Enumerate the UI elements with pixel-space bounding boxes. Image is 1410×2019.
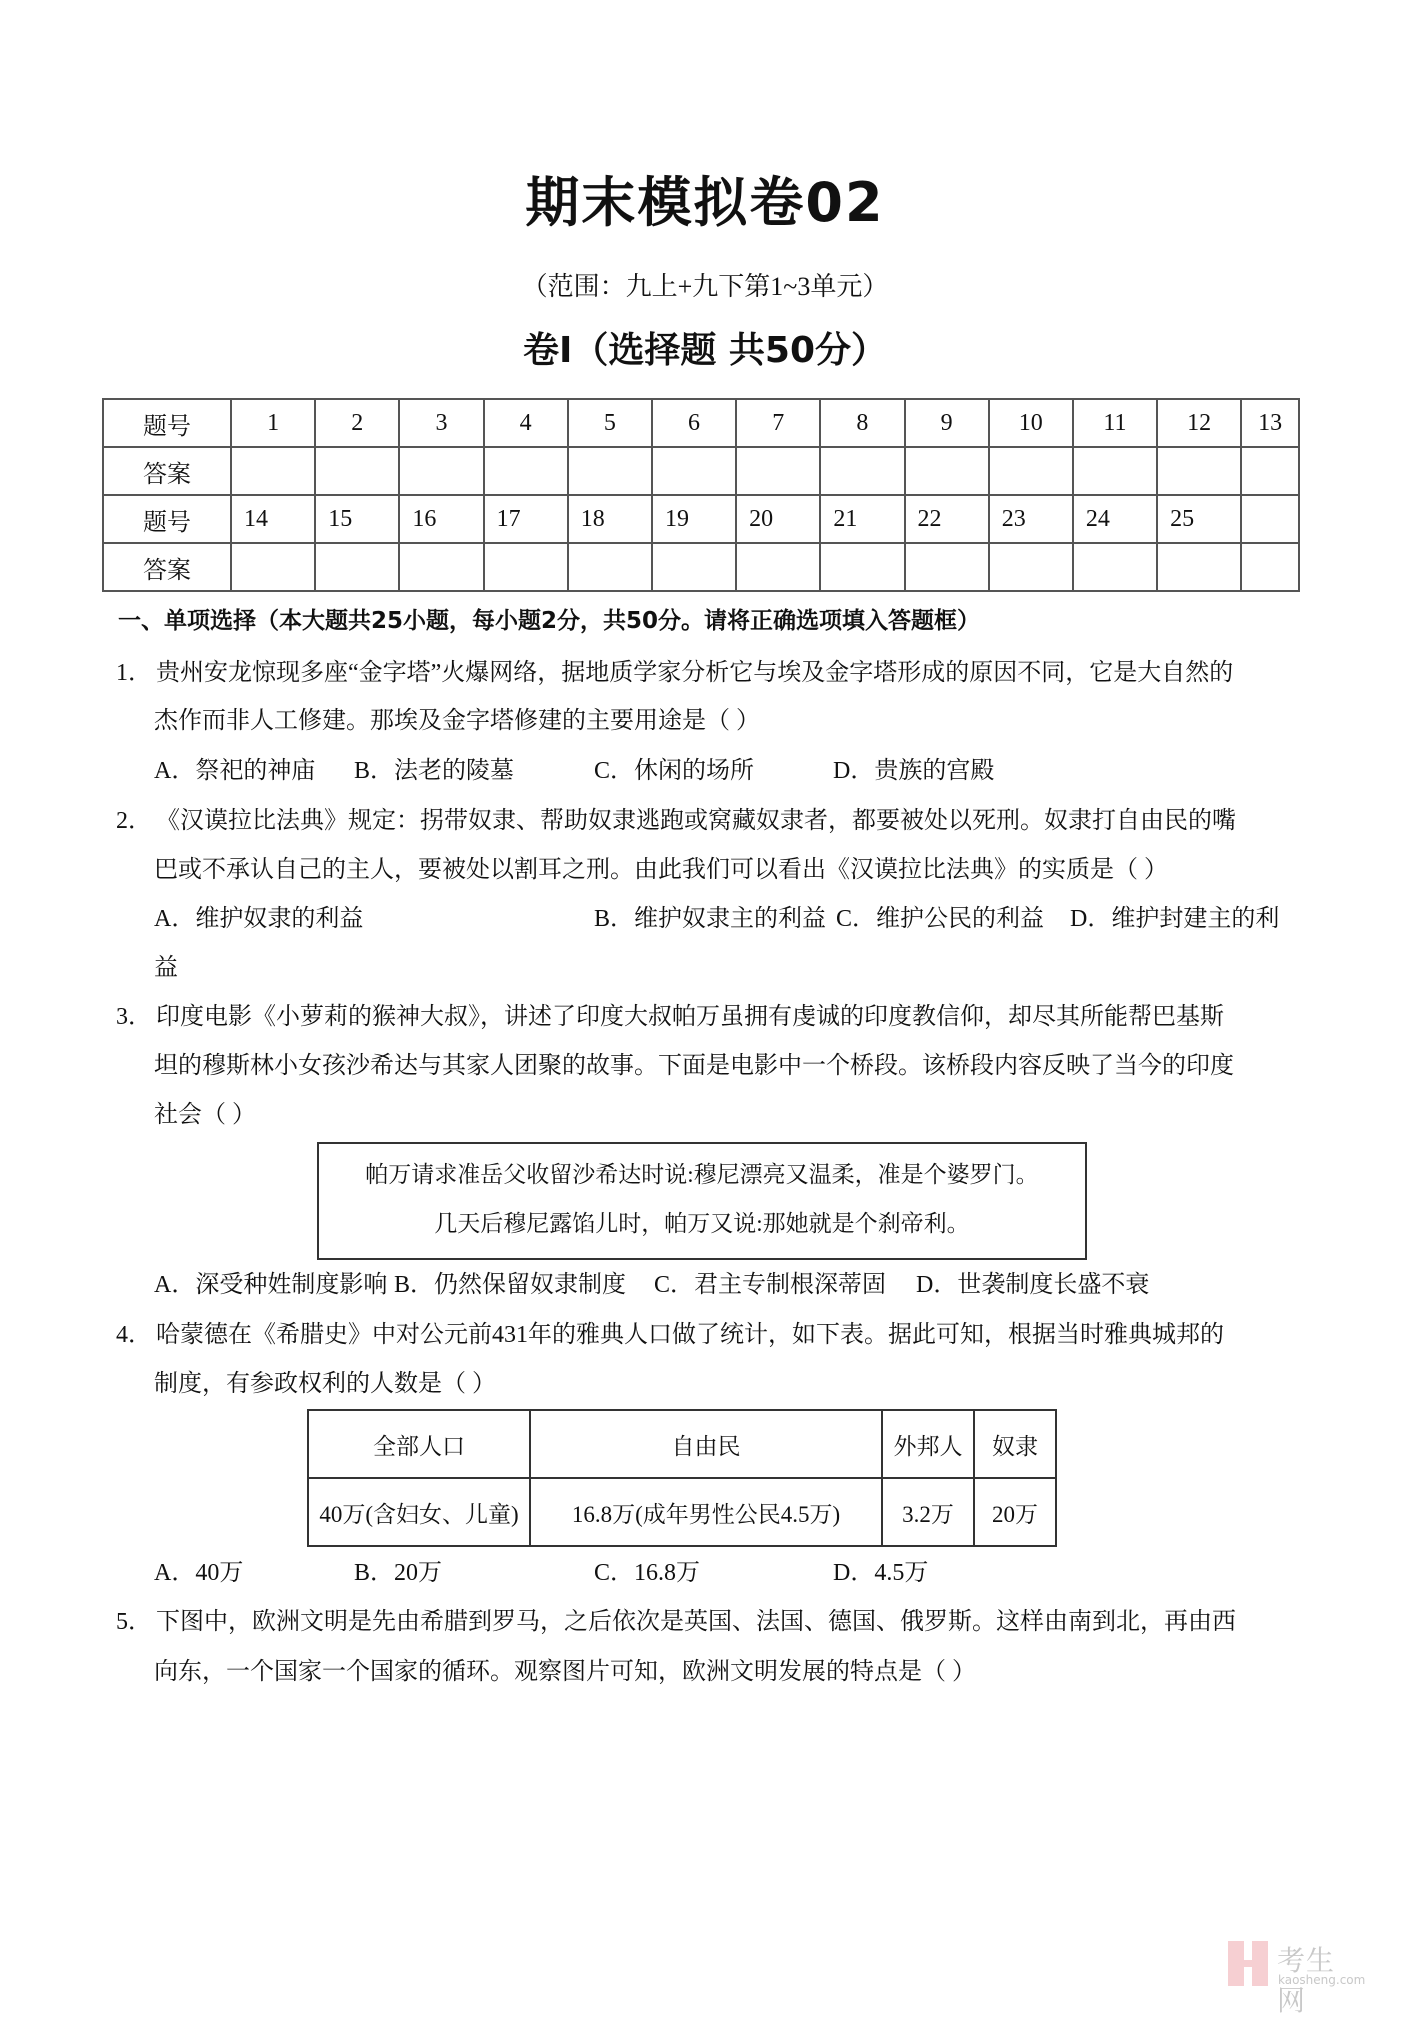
kaosheng-logo-icon	[1228, 1941, 1268, 1986]
answer-cell[interactable]	[399, 543, 483, 591]
question-number-cell: 7	[736, 399, 820, 447]
option-c[interactable]: C．16.8万	[594, 1560, 701, 1586]
section-title: 卷Ⅰ（选择题 共50分）	[522, 330, 888, 371]
option-c[interactable]: C．君主专制根深蒂固	[654, 1272, 887, 1298]
watermark-cn: 考生网	[1277, 1944, 1336, 2017]
option-a[interactable]: A．维护奴隶的利益	[154, 906, 364, 932]
option-d-wrap: 益	[154, 955, 178, 981]
answer-cell[interactable]	[820, 447, 904, 495]
question-number-cell: 17	[484, 495, 568, 543]
question-number-cell: 5	[568, 399, 652, 447]
option-b[interactable]: B．维护奴隶主的利益	[594, 906, 827, 932]
answer-cell[interactable]	[905, 543, 989, 591]
question-5-line	[116, 1601, 1236, 1636]
answer-cell[interactable]	[989, 447, 1073, 495]
film-quote-box	[317, 1142, 1087, 1260]
question-3-line	[116, 996, 1224, 1031]
question-number: 4．	[116, 1322, 152, 1348]
question-number-cell: 22	[905, 495, 989, 543]
question-text: 制度，有参政权利的人数是（ ）	[154, 1371, 496, 1397]
answer-cell[interactable]	[652, 447, 736, 495]
value-cell: 20万	[974, 1478, 1056, 1546]
question-number: 2．	[116, 808, 152, 834]
answer-grid	[102, 398, 1300, 592]
question-number-cell: 8	[820, 399, 904, 447]
question-4-line	[116, 1314, 1224, 1349]
answer-cell[interactable]	[1241, 447, 1299, 495]
question-number-cell: 11	[1073, 399, 1157, 447]
option-b[interactable]: B．20万	[354, 1560, 443, 1586]
question-number-cell: 10	[989, 399, 1073, 447]
watermark-en: kaosheng.com	[1278, 1973, 1366, 1987]
answer-cell[interactable]	[1241, 543, 1299, 591]
question-number-cell: 13	[1241, 399, 1299, 447]
value-cell: 40万(含妇女、儿童)	[308, 1478, 530, 1546]
header-cell: 奴隶	[974, 1410, 1056, 1478]
header-cell: 自由民	[530, 1410, 882, 1478]
question-text: 杰作而非人工修建。那埃及金字塔修建的主要用途是（ ）	[154, 708, 760, 734]
question-text: 向东，一个国家一个国家的循环。观察图片可知，欧洲文明发展的特点是（ ）	[154, 1659, 976, 1685]
number-label: 题号	[103, 399, 231, 447]
question-text: 下图中，欧洲文明是先由希腊到罗马，之后依次是英国、法国、德国、俄罗斯。这样由南到北，再由西	[156, 1609, 1236, 1635]
question-text: 社会（ ）	[154, 1102, 256, 1128]
answer-cell[interactable]	[231, 447, 315, 495]
question-text: 哈蒙德在《希腊史》中对公元前431年的雅典人口做了统计，如下表。据此可知，根据当时雅典城邦的	[156, 1322, 1224, 1348]
question-number-cell: 6	[652, 399, 736, 447]
answer-cell[interactable]	[820, 543, 904, 591]
question-text: 巴或不承认自己的主人，要被处以割耳之刑。由此我们可以看出《汉谟拉比法典》的实质是（ ）	[154, 857, 1168, 883]
question-number-cell: 18	[568, 495, 652, 543]
option-b[interactable]: B．仍然保留奴隶制度	[394, 1272, 627, 1298]
option-b[interactable]: B．法老的陵墓	[354, 758, 515, 784]
answer-cell[interactable]	[652, 543, 736, 591]
question-number-cell: 3	[399, 399, 483, 447]
value-cell: 3.2万	[882, 1478, 974, 1546]
answer-cell[interactable]	[905, 447, 989, 495]
question-number-cell: 16	[399, 495, 483, 543]
question-number-cell: 23	[989, 495, 1073, 543]
athens-population-table	[307, 1409, 1057, 1547]
answer-grid-number-row	[103, 399, 1299, 447]
question-text: 印度电影《小萝莉的猴神大叔》，讲述了印度大叔帕万虽拥有虔诚的印度教信仰，却尽其所能帮巴基斯	[156, 1004, 1224, 1030]
question-number: 5．	[116, 1609, 152, 1635]
answer-cell[interactable]	[315, 447, 399, 495]
option-a[interactable]: A．40万	[154, 1560, 244, 1586]
question-number-cell: 4	[484, 399, 568, 447]
answer-label: 答案	[103, 543, 231, 591]
number-label: 题号	[103, 495, 231, 543]
question-text: 坦的穆斯林小女孩沙希达与其家人团聚的故事。下面是电影中一个桥段。该桥段内容反映了当今的印度	[154, 1053, 1234, 1079]
answer-cell[interactable]	[568, 543, 652, 591]
exam-scope: （范围：九上+九下第1~3单元）	[521, 272, 889, 301]
answer-cell[interactable]	[484, 543, 568, 591]
part-heading: 一、单项选择（本大题共25小题，每小题2分，共50分。请将正确选项填入答题框）	[118, 608, 981, 634]
question-number-cell: 9	[905, 399, 989, 447]
answer-cell[interactable]	[568, 447, 652, 495]
question-number-cell: 2	[315, 399, 399, 447]
option-d[interactable]: D．维护封建主的利	[1070, 906, 1280, 932]
value-cell: 16.8万(成年男性公民4.5万)	[530, 1478, 882, 1546]
answer-cell[interactable]	[989, 543, 1073, 591]
question-text: 《汉谟拉比法典》规定：拐带奴隶、帮助奴隶逃跑或窝藏奴隶者，都要被处以死刑。奴隶打自由民的嘴	[156, 808, 1236, 834]
question-number-cell: 14	[231, 495, 315, 543]
question-number-cell: 25	[1157, 495, 1241, 543]
answer-cell[interactable]	[1157, 447, 1241, 495]
answer-grid-number-row	[103, 495, 1299, 543]
answer-cell[interactable]	[1073, 447, 1157, 495]
option-a[interactable]: A．祭祀的神庙	[154, 758, 316, 784]
quote-line: 几天后穆尼露馅儿时，帕万又说:那她就是个刹帝利。	[434, 1211, 970, 1236]
question-2-line	[116, 800, 1236, 835]
quote-line: 帕万请求准岳父收留沙希达时说:穆尼漂亮又温柔，准是个婆罗门。	[365, 1162, 1039, 1187]
option-a[interactable]: A．深受种姓制度影响	[154, 1272, 388, 1298]
question-number-cell: 15	[315, 495, 399, 543]
answer-cell[interactable]	[736, 447, 820, 495]
answer-grid-answer-row	[103, 543, 1299, 591]
question-number-cell	[1241, 495, 1299, 543]
header-cell: 外邦人	[882, 1410, 974, 1478]
answer-cell[interactable]	[1073, 543, 1157, 591]
answer-label: 答案	[103, 447, 231, 495]
population-value-row	[308, 1478, 1056, 1546]
question-number-cell: 19	[652, 495, 736, 543]
question-text: 贵州安龙惊现多座“金字塔”火爆网络，据地质学家分析它与埃及金字塔形成的原因不同，它是大自然的	[156, 660, 1234, 686]
answer-cell[interactable]	[399, 447, 483, 495]
question-number-cell: 20	[736, 495, 820, 543]
option-d[interactable]: D．世袭制度长盛不衰	[916, 1272, 1150, 1298]
answer-grid-answer-row	[103, 447, 1299, 495]
question-number: 3．	[116, 1004, 152, 1030]
question-number-cell: 1	[231, 399, 315, 447]
exam-title: 期末模拟卷02	[525, 171, 885, 234]
question-number: 1．	[116, 660, 152, 686]
header-cell: 全部人口	[308, 1410, 530, 1478]
question-number-cell: 21	[820, 495, 904, 543]
population-header-row	[308, 1410, 1056, 1478]
question-1-line	[116, 652, 1233, 687]
option-c[interactable]: C．维护公民的利益	[836, 906, 1045, 932]
answer-cell[interactable]	[315, 543, 399, 591]
option-d[interactable]: D．贵族的宫殿	[833, 758, 995, 784]
question-number-cell: 24	[1073, 495, 1157, 543]
option-d[interactable]: D．4.5万	[833, 1560, 929, 1586]
answer-cell[interactable]	[484, 447, 568, 495]
option-c[interactable]: C．休闲的场所	[594, 758, 755, 784]
answer-cell[interactable]	[231, 543, 315, 591]
answer-cell[interactable]	[1157, 543, 1241, 591]
question-number-cell: 12	[1157, 399, 1241, 447]
watermark	[1228, 1939, 1366, 2017]
answer-cell[interactable]	[736, 543, 820, 591]
